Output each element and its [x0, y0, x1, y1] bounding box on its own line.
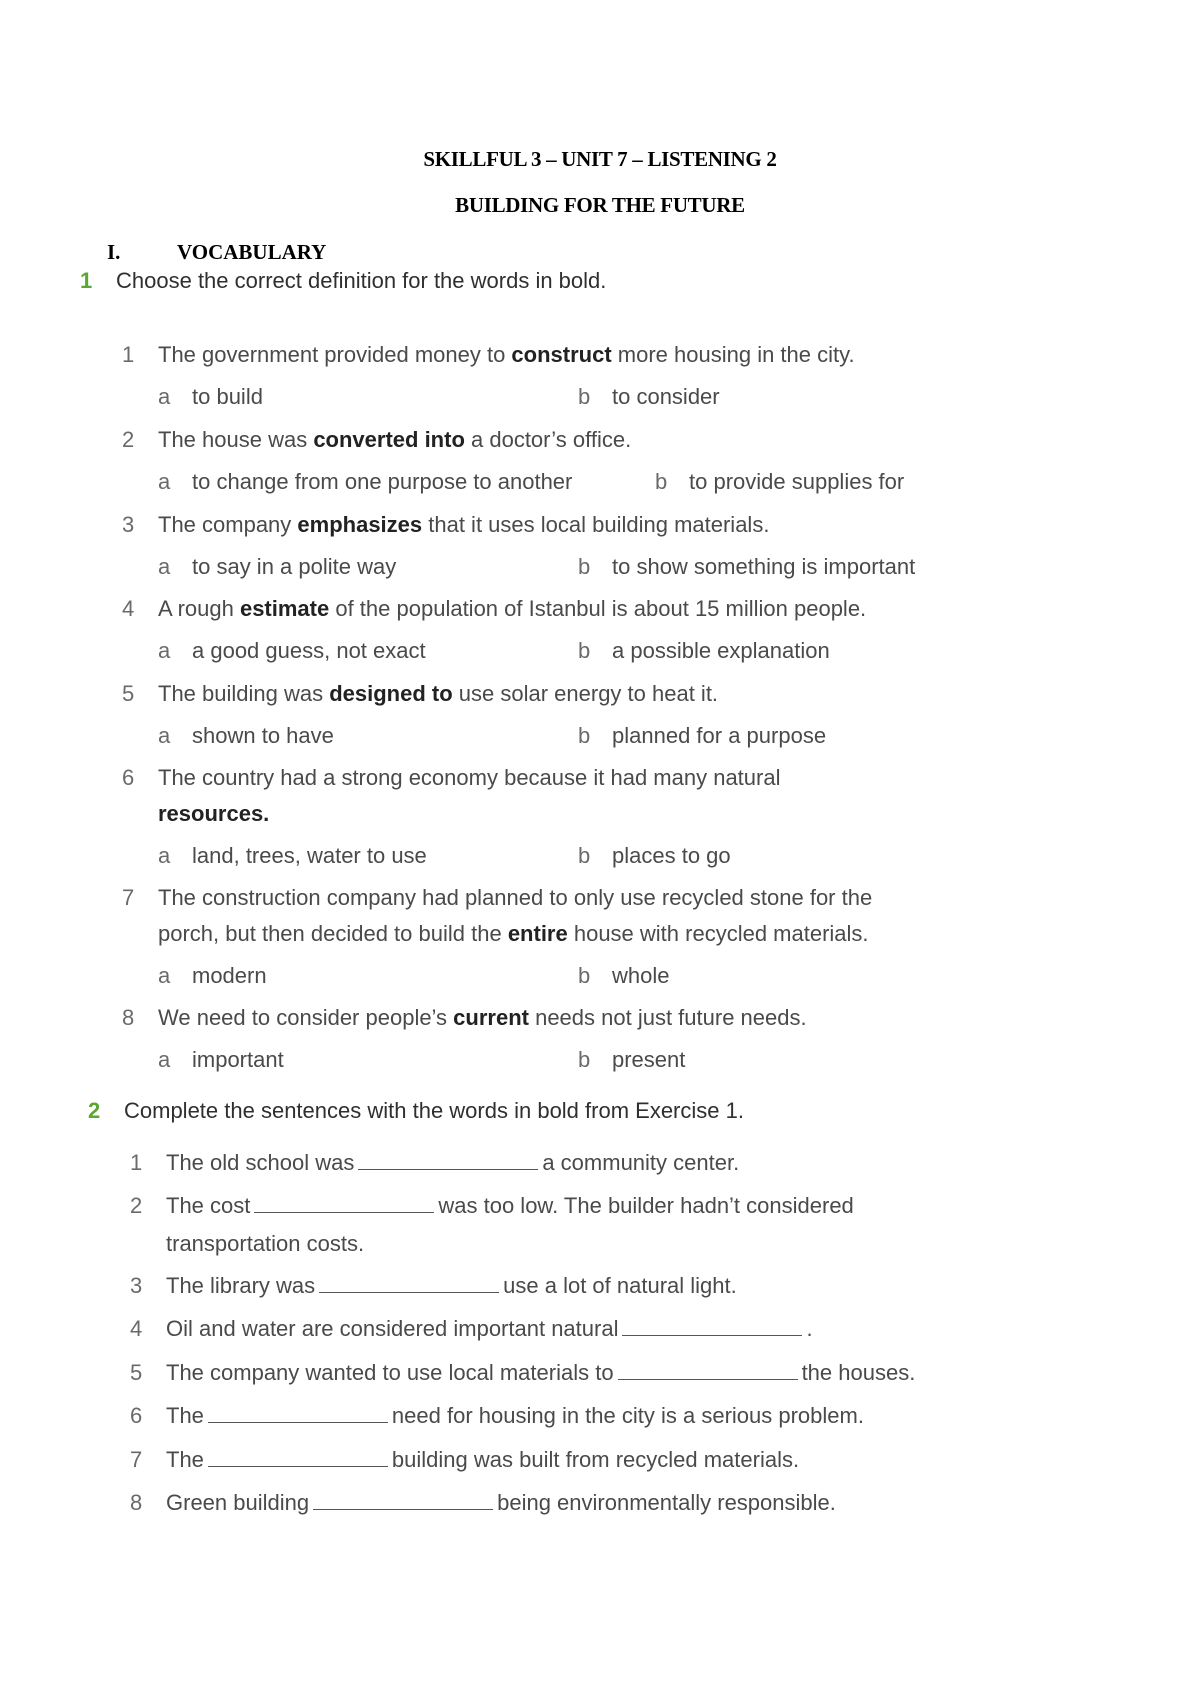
- item-number: 7: [130, 1447, 143, 1472]
- option-text: present: [612, 1047, 686, 1072]
- ex2-item-7: [130, 1447, 799, 1473]
- bold-word: estimate: [239, 596, 330, 621]
- section-number: I.: [107, 240, 121, 264]
- ex2-item-6: [130, 1403, 864, 1429]
- bold-word: resources.: [158, 801, 270, 826]
- item-number: 5: [130, 1360, 143, 1385]
- option-text: whole: [612, 963, 670, 988]
- item-number: 2: [130, 1193, 143, 1218]
- question-text: The house was: [158, 427, 314, 452]
- ex1-q3-option-b: b to show something is important: [578, 554, 916, 579]
- exercise-instruction: Complete the sentences with the words in bold from Exercise 1.: [124, 1098, 744, 1123]
- item-text: The: [166, 1447, 204, 1472]
- ex1-q4-option-b: b a possible explanation: [578, 638, 830, 663]
- option-text: to provide supplies for: [689, 469, 905, 494]
- question-number: 6: [122, 765, 135, 790]
- item-text: .: [806, 1316, 813, 1341]
- item-number: 1: [130, 1150, 143, 1175]
- ex2-item-3: [130, 1273, 737, 1299]
- section-heading: [107, 240, 326, 265]
- question-number: 7: [122, 885, 135, 910]
- answer-blank[interactable]: [358, 1151, 538, 1170]
- question-text: The building was: [158, 681, 330, 706]
- ex1-q2-option-a: a to change from one purpose to another: [158, 469, 573, 494]
- item-text: Oil and water are considered important natural: [166, 1316, 619, 1341]
- question-text: needs not just future needs.: [528, 1005, 807, 1030]
- item-number: 3: [130, 1273, 143, 1298]
- option-text: land, trees, water to use: [192, 843, 427, 868]
- item-text: transportation costs.: [166, 1231, 365, 1256]
- page-title: SKILLFUL 3 – UNIT 7 – LISTENING 2: [423, 147, 777, 171]
- option-text: planned for a purpose: [612, 723, 827, 748]
- bold-word: designed to: [329, 681, 453, 706]
- ex2-item-2: [130, 1193, 854, 1257]
- item-text: use a lot of natural light.: [503, 1273, 737, 1298]
- ex1-question-8: [122, 1005, 807, 1031]
- ex1-question-7: [122, 885, 872, 947]
- bold-word: converted into: [313, 427, 465, 452]
- question-text: a doctor’s office.: [464, 427, 632, 452]
- ex1-question-1: [122, 342, 855, 368]
- item-number: 6: [130, 1403, 143, 1428]
- item-text: The cost: [166, 1193, 251, 1218]
- option-text: to say in a polite way: [192, 554, 397, 579]
- answer-blank[interactable]: [313, 1491, 493, 1510]
- item-text: Green building: [166, 1490, 310, 1515]
- exercise-2-heading: [88, 1098, 744, 1124]
- ex1-question-4: [122, 596, 866, 622]
- item-text: building was built from recycled materials.: [391, 1447, 800, 1472]
- ex1-q7-option-b: b whole: [578, 963, 670, 988]
- question-number: 8: [122, 1005, 135, 1030]
- ex1-q3-option-a: a to say in a polite way: [158, 554, 397, 579]
- exercise-number: 1: [80, 268, 93, 293]
- ex1-q8-option-a: a important: [158, 1047, 284, 1072]
- ex2-item-8: [130, 1490, 836, 1516]
- page-subtitle: BUILDING FOR THE FUTURE: [455, 193, 745, 217]
- exercise-number: 2: [88, 1098, 101, 1123]
- question-text: more housing in the city.: [611, 342, 855, 367]
- answer-blank[interactable]: [618, 1361, 798, 1380]
- option-text: to show something is important: [612, 554, 916, 579]
- bold-word: emphasizes: [297, 512, 423, 537]
- item-number: 8: [130, 1490, 143, 1515]
- ex2-item-5: [130, 1360, 915, 1386]
- answer-blank[interactable]: [208, 1448, 388, 1467]
- ex1-q6-option-a: a land, trees, water to use: [158, 843, 427, 868]
- ex1-q7-option-a: a modern: [158, 963, 267, 988]
- question-text: We need to consider people’s: [158, 1005, 454, 1030]
- question-text: of the population of Istanbul is about 15 million people.: [329, 596, 867, 621]
- question-number: 1: [122, 342, 135, 367]
- exercise-instruction: Choose the correct definition for the words in bold.: [116, 268, 607, 293]
- question-number: 5: [122, 681, 135, 706]
- item-text: was too low. The builder hadn’t considered: [438, 1193, 854, 1218]
- question-text: porch, but then decided to build the: [158, 921, 508, 946]
- option-text: shown to have: [192, 723, 334, 748]
- item-text: The library was: [166, 1273, 316, 1298]
- answer-blank[interactable]: [208, 1404, 388, 1423]
- question-text: use solar energy to heat it.: [452, 681, 719, 706]
- option-text: a good guess, not exact: [192, 638, 426, 663]
- item-text: being environmentally responsible.: [497, 1490, 836, 1515]
- answer-blank[interactable]: [254, 1194, 434, 1213]
- option-text: important: [192, 1047, 284, 1072]
- item-text: The: [166, 1403, 204, 1428]
- question-text: The country had a strong economy because it had many natural: [158, 765, 781, 790]
- ex1-question-6: [122, 765, 780, 827]
- answer-blank[interactable]: [622, 1317, 802, 1336]
- option-text: places to go: [612, 843, 731, 868]
- section-label: VOCABULARY: [177, 240, 327, 264]
- answer-blank[interactable]: [319, 1274, 499, 1293]
- ex1-q1-option-b: b to consider: [578, 384, 720, 409]
- ex1-q1-option-a: a to build: [158, 384, 263, 409]
- question-text: The government provided money to: [158, 342, 512, 367]
- bold-word: entire: [507, 921, 568, 946]
- item-number: 4: [130, 1316, 143, 1341]
- option-text: to change from one purpose to another: [192, 469, 573, 494]
- ex1-question-3: [122, 512, 769, 538]
- question-text: A rough: [158, 596, 240, 621]
- option-text: a possible explanation: [612, 638, 830, 663]
- ex1-q2-option-b: b to provide supplies for: [655, 469, 905, 494]
- ex1-question-5: [122, 681, 718, 707]
- item-text: a community center.: [542, 1150, 740, 1175]
- question-text: house with recycled materials.: [567, 921, 869, 946]
- ex2-item-4: [130, 1316, 813, 1342]
- ex1-q5-option-a: a shown to have: [158, 723, 334, 748]
- ex1-q4-option-a: a a good guess, not exact: [158, 638, 426, 663]
- question-number: 2: [122, 427, 135, 452]
- option-text: modern: [192, 963, 267, 988]
- bold-word: construct: [511, 342, 612, 367]
- exercise-1-heading: [80, 268, 606, 294]
- item-text: The old school was: [166, 1150, 355, 1175]
- question-number: 3: [122, 512, 135, 537]
- bold-word: current: [453, 1005, 529, 1030]
- item-text: need for housing in the city is a serious problem.: [391, 1403, 864, 1428]
- ex1-question-2: [122, 427, 631, 453]
- question-text: The company: [158, 512, 298, 537]
- ex1-q6-option-b: b places to go: [578, 843, 731, 868]
- question-text: The construction company had planned to only use recycled stone for the: [158, 885, 873, 910]
- option-text: to consider: [612, 384, 720, 409]
- question-text: that it uses local building materials.: [422, 512, 770, 537]
- ex1-q5-option-b: b planned for a purpose: [578, 723, 827, 748]
- item-text: The company wanted to use local materials to: [166, 1360, 614, 1385]
- ex1-q8-option-b: b present: [578, 1047, 686, 1072]
- ex2-item-1: [130, 1150, 739, 1176]
- question-number: 4: [122, 596, 135, 621]
- option-text: to build: [192, 384, 263, 409]
- item-text: the houses.: [801, 1360, 916, 1385]
